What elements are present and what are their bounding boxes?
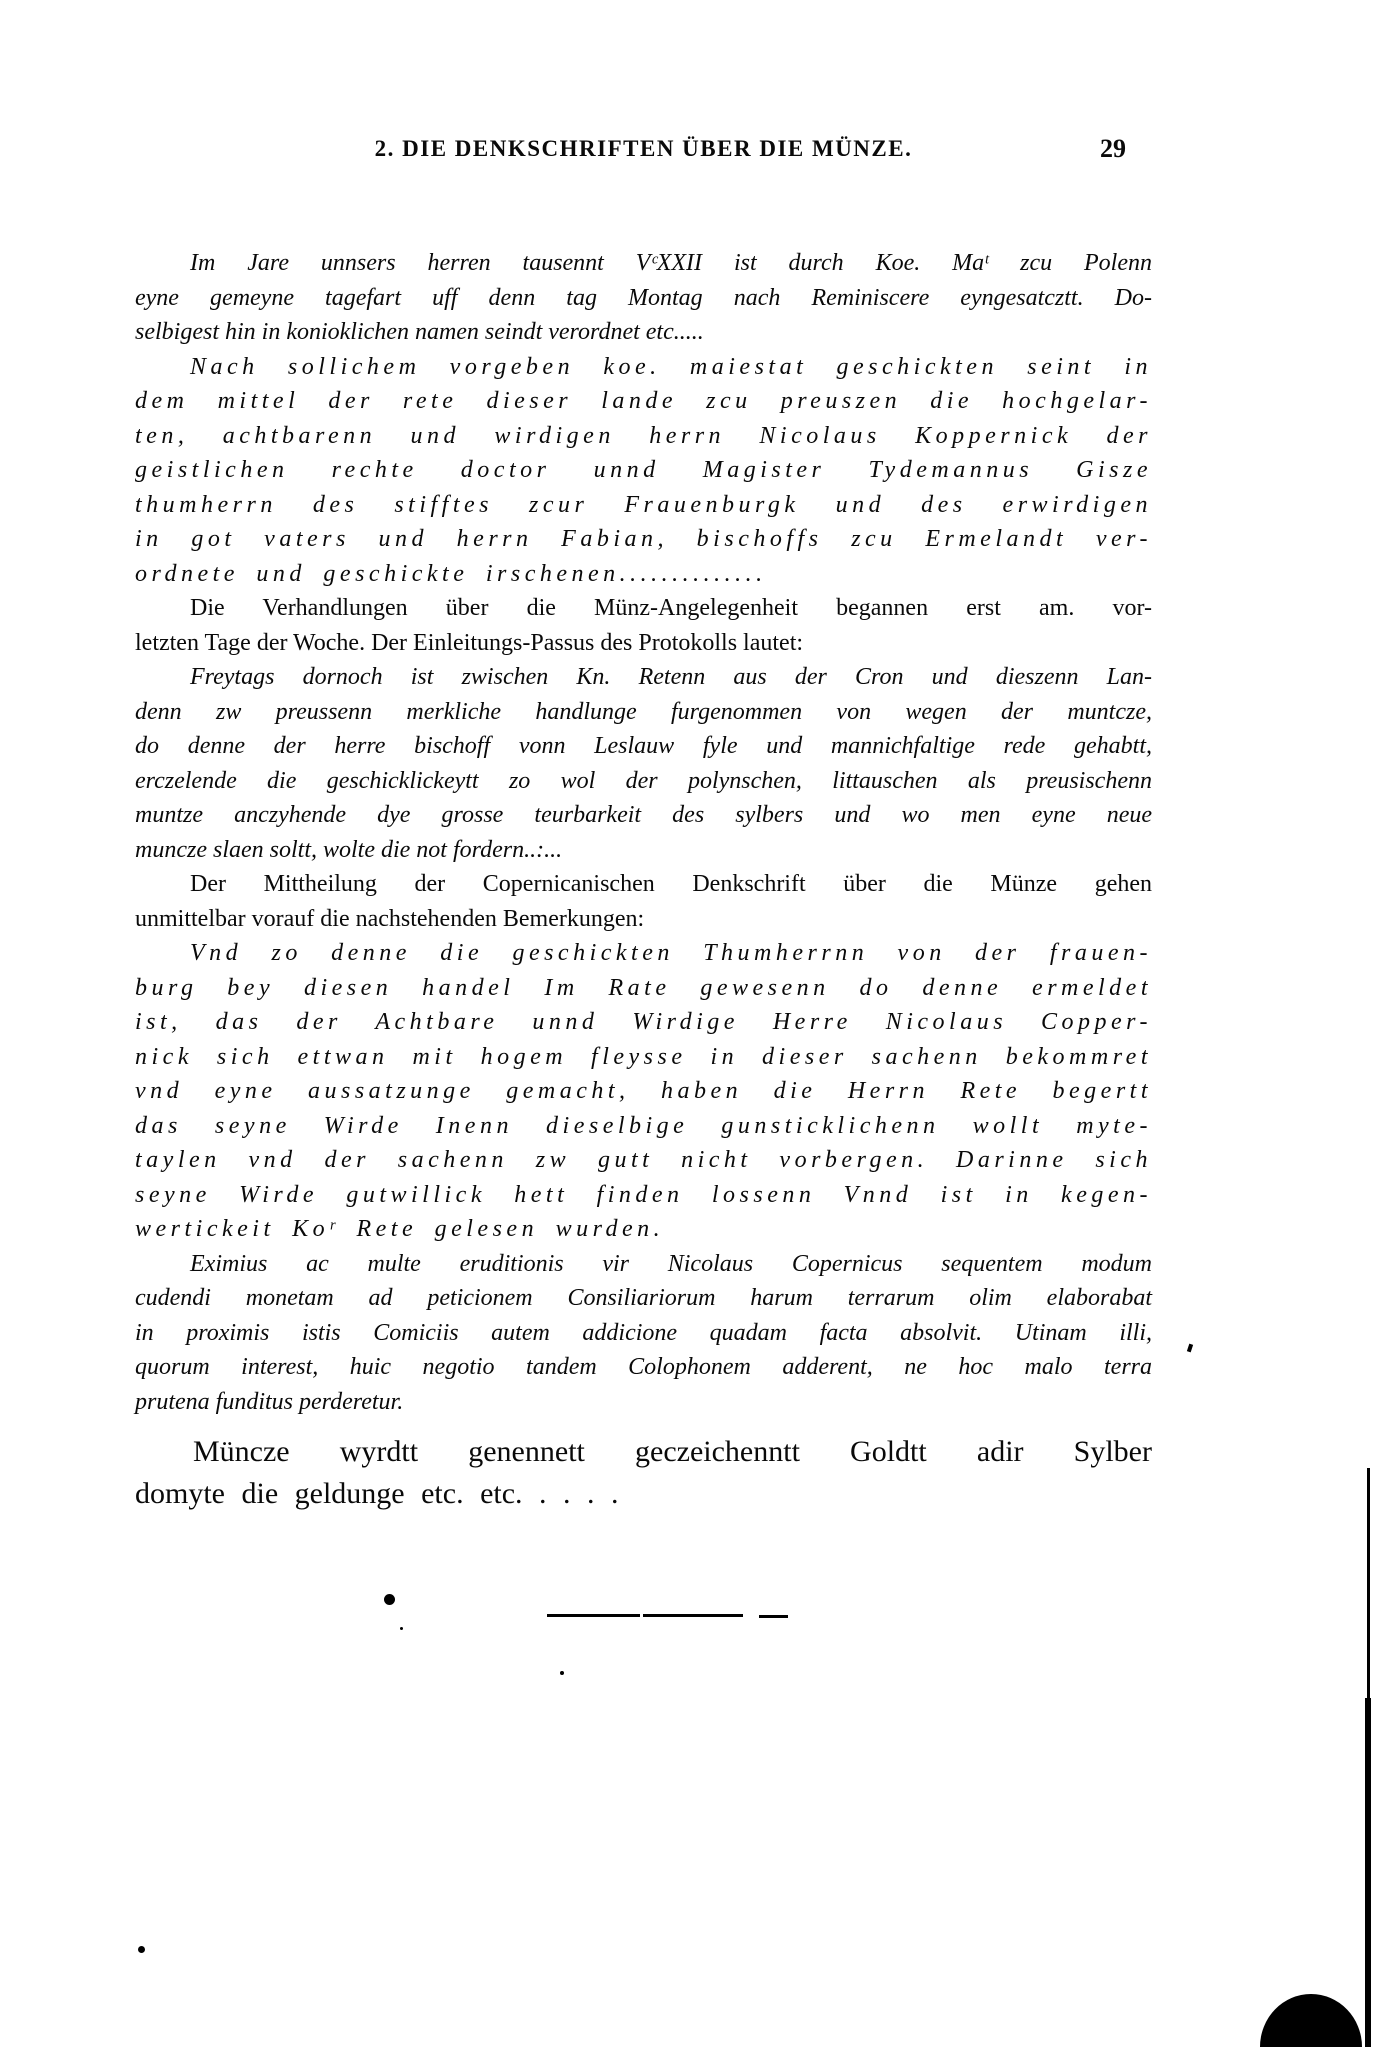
paragraph-delegates-quote (135, 350, 1152, 592)
text-line: wertickeit Koʳ Rete gelesen wurden. (135, 1216, 665, 1242)
text-line: muncze slaen soltt, wolte die not fordern..:... (135, 836, 563, 863)
text-line: vnd eyne aussatzunge gemacht, haben die Herrn Rete begertt (135, 1078, 1152, 1104)
text-line: Der Mittheilung der Copernicanischen Denkschrift über die Münze gehen (190, 871, 1152, 897)
ink-dot-artifact (138, 1946, 145, 1953)
text-line: Freytags dornoch ist zwischen Kn. Retenn aus der Cron und dieszenn Lan- (190, 664, 1152, 690)
text-line: ten, achtbarenn und wirdigen herrn Nicolaus Koppernick der (135, 422, 1152, 449)
text-line: domyte die geldunge etc. etc. . . . . (135, 1477, 619, 1510)
text-line: muntze anczyhende dye grosse teurbarkeit des sylbers und wo men eyne neue (135, 802, 1152, 828)
text-line: ist, das der Achtbare unnd Wirdige Herre Nicolaus Copper- (135, 1009, 1152, 1035)
ink-speck-artifact (400, 1627, 403, 1630)
text-line: selbigest hin in konioklichen namen seindt verordnet etc..... (135, 319, 704, 345)
text-line: das seyne Wirde Inenn dieselbige gunsticklichenn wollt myte- (135, 1112, 1152, 1139)
text-line: prutena funditus perderetur. (135, 1388, 404, 1415)
text-line: eyne gemeyne tagefart uff denn tag Montag nach Reminiscere eyngesatcztt. Do- (135, 284, 1152, 311)
paragraph-protocol-intro (135, 246, 1152, 350)
text-line: quorum interest, huic negotio tandem Colophonem adderent, ne hoc malo terra (135, 1354, 1152, 1380)
scan-edge-line-artifact (1365, 1698, 1371, 2047)
text-line: ordnete und geschickte irschenen.............. (135, 560, 767, 587)
paragraph-muncze-opening (135, 1431, 1152, 1515)
text-line: in got vaters und herrn Fabian, bischoffs zcu Ermelandt ver- (135, 526, 1152, 552)
ink-speck-artifact (1187, 1344, 1193, 1353)
paragraph-latin-quote (135, 1247, 1152, 1420)
text-line: taylen vnd der sachenn zw gutt nicht vorbergen. Darinne sich (135, 1147, 1152, 1173)
page-number: 29 (1100, 134, 1126, 163)
text-line: cudendi monetam ad peticionem Consiliariorum harum terrarum olim elaborabat (135, 1285, 1152, 1311)
horizontal-rule (547, 1614, 640, 1617)
text-line: do denne der herre bischoff vonn Leslauw fyle und mannichfaltige rede gehabtt, (135, 733, 1152, 759)
paragraph-editorial-1 (135, 591, 1152, 660)
text-line: erczelende die geschicklickeytt zo wol der polynschen, littauschen als preusischenn (135, 767, 1152, 794)
paragraph-editorial-2 (135, 867, 1152, 936)
text-line: Nach sollichem vorgeben koe. maiestat geschickten seint in (190, 353, 1152, 380)
text-line: thumherrn des stifftes zcur Frauenburgk und des erwirdigen (135, 491, 1152, 518)
text-line: letzten Tage der Woche. Der Einleitungs-Passus des Protokolls lautet: (135, 629, 804, 656)
running-title: 2. DIE DENKSCHRIFTEN ÜBER DIE MÜNZE. (374, 136, 913, 161)
rule-dash (759, 1615, 788, 1618)
text-line: burg bey diesen handel Im Rate gewesenn do denne ermeldet (135, 974, 1152, 1001)
paragraph-freytags-quote (135, 660, 1152, 867)
text-line: unmittelbar vorauf die nachstehenden Bemerkungen: (135, 905, 645, 932)
text-line: geistlichen rechte doctor unnd Magister Tydemannus Gisze (135, 457, 1152, 483)
ink-blob-artifact (1260, 1994, 1362, 2047)
text-line: Vnd zo denne die geschickten Thumherrnn von der frauen- (190, 940, 1152, 966)
horizontal-rule (643, 1614, 743, 1617)
text-line: Im Jare unnsers herren tausennt VᶜXXII ist durch Koe. Maᵗ zcu Polenn (190, 250, 1152, 276)
text-line: Eximius ac multe eruditionis vir Nicolaus Copernicus sequentem modum (190, 1250, 1152, 1277)
text-line: nick sich ettwan mit hogem fleysse in dieser sachenn bekommret (135, 1043, 1152, 1070)
ink-speck-artifact (560, 1671, 564, 1675)
text-line: in proximis istis Comiciis autem addicione quadam facta absolvit. Utinam illi, (135, 1319, 1152, 1346)
text-line: denn zw preussenn merkliche handlunge furgenommen von wegen der muntcze, (135, 698, 1152, 725)
scan-edge-line-artifact (1367, 1468, 1370, 1703)
ink-dot-artifact (384, 1594, 395, 1605)
paragraph-coppernick-quote (135, 936, 1152, 1247)
text-line: Müncze wyrdtt genennett geczeichenntt Goldtt adir Sylber (193, 1435, 1152, 1468)
text-line: dem mittel der rete dieser lande zcu preuszen die hochgelar- (135, 388, 1152, 414)
text-block (135, 246, 1152, 1515)
text-line: seyne Wirde gutwillick hett finden lossenn Vnnd ist in kegen- (135, 1181, 1152, 1208)
page-header (135, 134, 1152, 174)
text-line: Die Verhandlungen über die Münz-Angelegenheit begannen erst am. vor- (190, 595, 1152, 621)
